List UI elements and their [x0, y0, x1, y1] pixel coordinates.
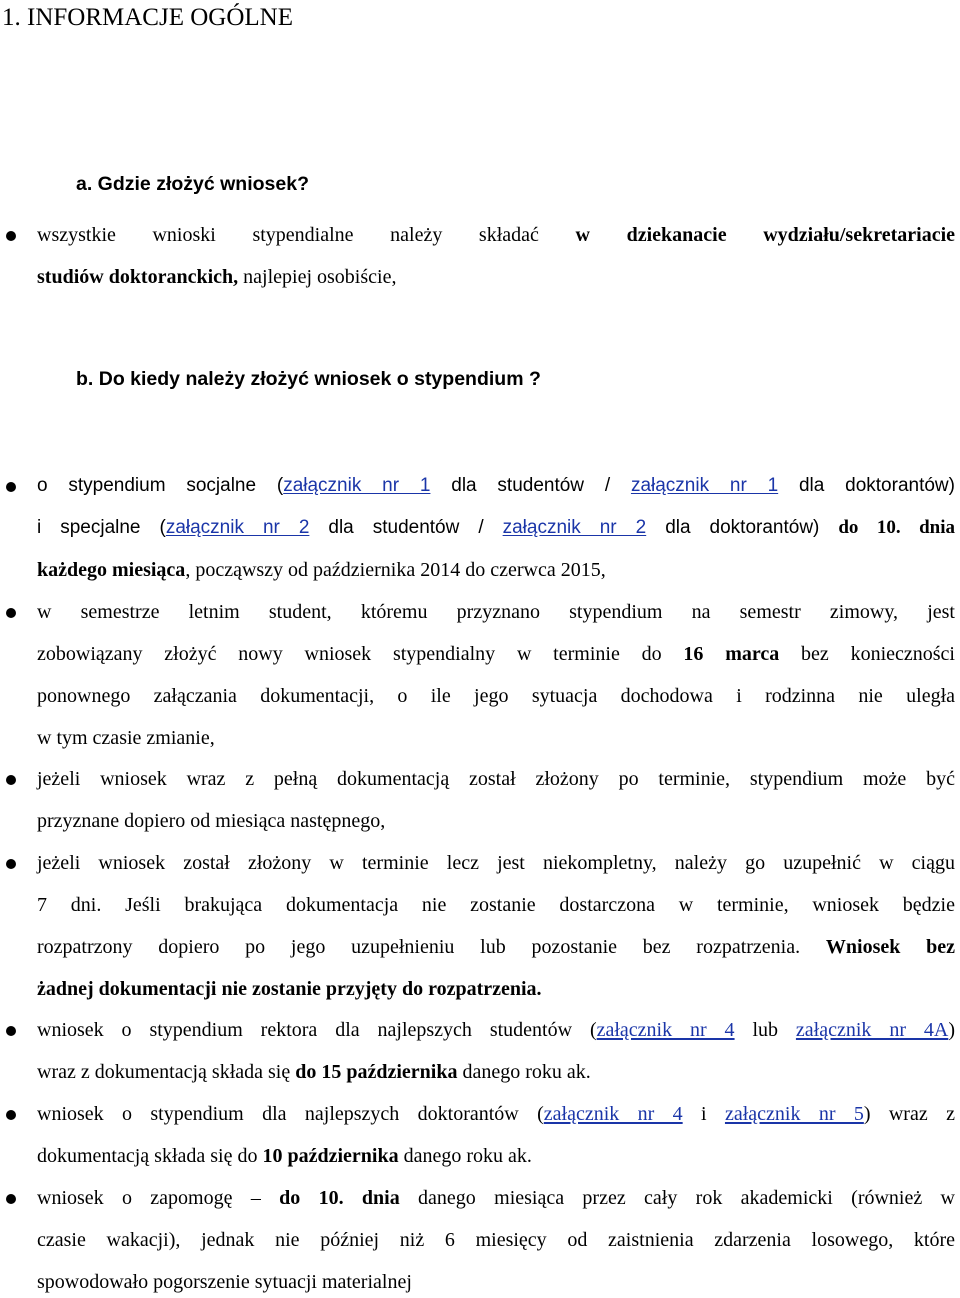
bullet-4-line-2: przyznane dopiero od miesiąca następnego,	[37, 810, 386, 832]
attachment-2-doctoral-link[interactable]: załącznik nr 2	[502, 517, 647, 538]
bullet-8-line-2: czasie wakacji), jednak nie później niż 6 miesięcy od zaistnienia zdarzenia losowego, które	[37, 1229, 955, 1251]
bullet-icon	[6, 1026, 16, 1036]
bullet-7-line-2: dokumentacją składa się do 10 października danego roku ak.	[37, 1145, 532, 1167]
bullet-3-line-2: zobowiązany złożyć nowy wniosek stypendialny w terminie do 16 marca bez konieczności	[37, 643, 955, 665]
bullet-icon	[6, 608, 16, 618]
bullet-5-line-4: żadnej dokumentacji nie zostanie przyjęty do rozpatrzenia.	[37, 978, 542, 1000]
attachment-1-doctoral-link[interactable]: załącznik nr 1	[630, 475, 779, 496]
bullet-2-line-2: i specjalne (załącznik nr 2 dla studentów / załącznik nr 2 dla doktorantów) do 10. dnia	[37, 517, 956, 538]
bullet-8-line-3: spowodowało pogorszenie sytuacji materialnej	[37, 1271, 412, 1293]
bullet-3-line-3: ponownego załączania dokumentacji, o ile jego sytuacja dochodowa i rodzinna nie uległa	[37, 685, 955, 707]
bullet-5-line-1: jeżeli wniosek został złożony w terminie lecz jest niekompletny, należy go uzupełnić w ciągu	[37, 852, 955, 874]
attachment-1-students-link[interactable]: załącznik nr 1	[283, 475, 431, 496]
page-title: 1. INFORMACJE OGÓLNE	[2, 4, 293, 31]
bullet-icon	[6, 231, 16, 241]
bullet-5-line-3: rozpatrzony dopiero po jego uzupełnieniu lub pozostanie bez rozpatrzenia. Wniosek bez	[37, 936, 955, 958]
attachment-5-link[interactable]: załącznik nr 5	[724, 1103, 864, 1125]
bullet-icon	[6, 1194, 16, 1204]
bullet-6-line-2: wraz z dokumentacją składa się do 15 października danego roku ak.	[37, 1061, 591, 1083]
bullet-6-line-1: wniosek o stypendium rektora dla najlepszych studentów (załącznik nr 4 lub załącznik nr 4A)	[37, 1019, 955, 1041]
bullet-1-line-1: wszystkie wnioski stypendialne należy składać w dziekanacie wydziału/sekretariacie	[37, 224, 956, 246]
attachment-4-link[interactable]: załącznik nr 4	[596, 1019, 735, 1041]
bullet-icon	[6, 1110, 16, 1120]
bullet-icon	[6, 775, 16, 785]
attachment-2-students-link[interactable]: załącznik nr 2	[165, 517, 310, 538]
bullet-5-line-2: 7 dni. Jeśli brakująca dokumentacja nie zostanie dostarczona w terminie, wniosek będzie	[37, 894, 955, 916]
bullet-2-line-1: o stypendium socjalne (załącznik nr 1 dla studentów / załącznik nr 1 dla doktorantów)	[37, 475, 955, 496]
bullet-1-line-2: studiów doktoranckich, najlepiej osobiście,	[37, 266, 397, 288]
bullet-4-line-1: jeżeli wniosek wraz z pełną dokumentacją został złożony po terminie, stypendium może być	[37, 768, 955, 790]
bullet-icon	[6, 482, 16, 492]
attachment-4a-link[interactable]: załącznik nr 4A	[795, 1019, 949, 1041]
bullet-8-line-1: wniosek o zapomogę – do 10. dnia danego miesiąca przez cały rok akademicki (również w	[37, 1187, 955, 1209]
bullet-2-line-3: każdego miesiąca, począwszy od października 2014 do czerwca 2015,	[37, 559, 606, 581]
bullet-3-line-4: w tym czasie zmianie,	[37, 727, 215, 749]
bullet-icon	[6, 859, 16, 869]
attachment-4-doctoral-link[interactable]: załącznik nr 4	[543, 1103, 683, 1125]
section-b-heading: b. Do kiedy należy złożyć wniosek o stypendium ?	[76, 368, 541, 390]
section-a-heading: a. Gdzie złożyć wniosek?	[76, 173, 309, 195]
bullet-3-line-1: w semestrze letnim student, któremu przyznano stypendium na semestr zimowy, jest	[37, 601, 955, 623]
bullet-7-line-1: wniosek o stypendium dla najlepszych doktorantów (załącznik nr 4 i załącznik nr 5) wraz z	[37, 1103, 955, 1125]
